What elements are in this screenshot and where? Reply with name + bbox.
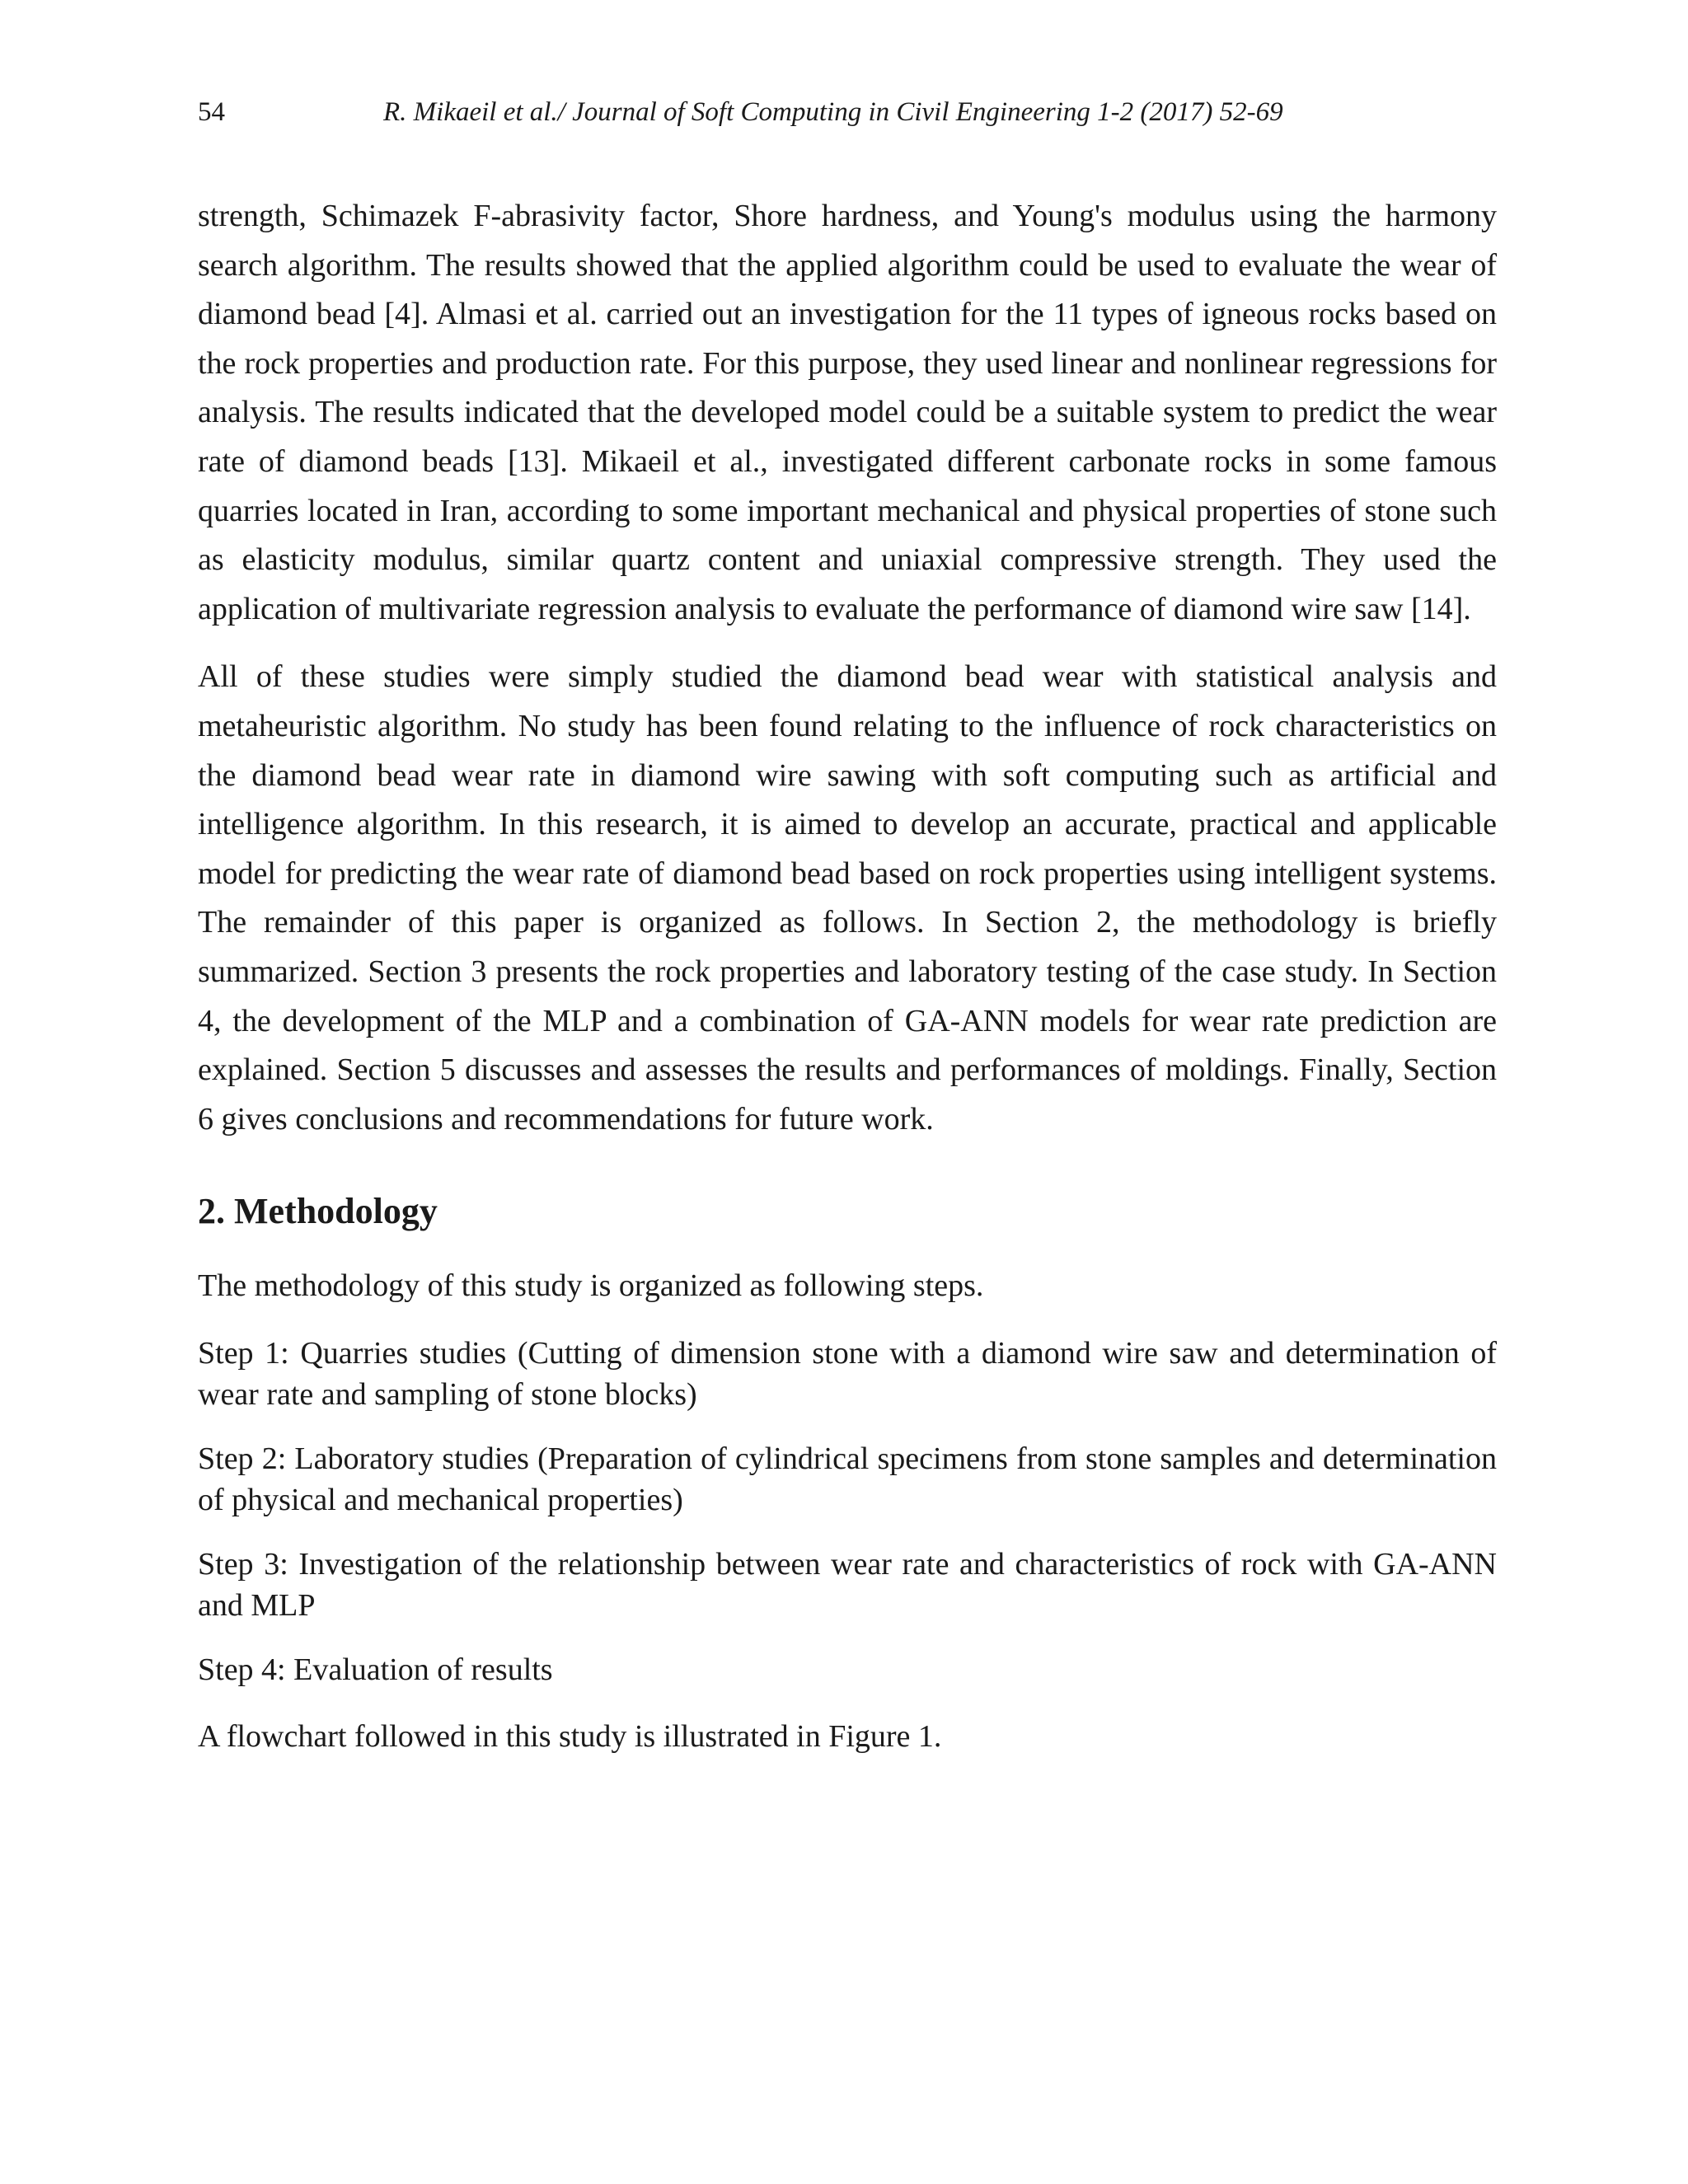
methodology-step-4: Step 4: Evaluation of results [198,1652,553,1688]
page-body [198,192,1497,1761]
page-number: 54 [198,97,225,127]
methodology-intro: The methodology of this study is organized as following steps. [198,1268,984,1304]
page-header [198,97,1497,138]
methodology-step-3: Step 3: Investigation of the relationship between wear rate and characteristics of rock with GA-ANN and MLP [198,1547,1497,1624]
methodology-step-2: Step 2: Laboratory studies (Preparation of cylindrical specimens from stone samples and determination of physical and mechanical properties) [198,1441,1497,1518]
running-title: R. Mikaeil et al./ Journal of Soft Computing in Civil Engineering 1-2 (2017) 52-69 [383,97,1283,127]
figure-reference-sentence: A flowchart followed in this study is illustrated in Figure 1. [198,1719,942,1755]
section-heading: 2. Methodology [198,1191,438,1232]
body-paragraph-2: All of these studies were simply studied the diamond bead wear with statistical analysis and metaheuristic algorithm. No study has been found relating to the influence of rock characteristics on the diamond bead wear rate in diamond wire sawing with soft computing such as artificial and intelligence algorithm. In this research, it is aimed to develop an accurate, practical and applicable model for predicting the wear rate of diamond bead based on rock properties using intelligent systems. The remainder of this paper is organized as follows. In Section 2, the methodology is briefly summarized. Section 3 presents the rock properties and laboratory testing of the case study. In Section 4, the development of the MLP and a combination of GA-ANN models for wear rate prediction are explained. Section 5 discusses and assesses the results and performances of moldings. Finally, Section 6 gives conclusions and recommendations for future work. [198,659,1497,1137]
body-paragraph-1: strength, Schimazek F-abrasivity factor, Shore hardness, and Young's modulus using the harmony search algorithm. The results showed that the applied algorithm could be used to evaluate the wear of diamond bead [4]. Almasi et al. carried out an investigation for the 11 types of igneous rocks based on the rock properties and production rate. For this purpose, they used linear and nonlinear regressions for analysis. The results indicated that the developed model could be a suitable system to predict the wear rate of diamond beads [13]. Mikaeil et al., investigated different carbonate rocks in some famous quarries located in Iran, according to some important mechanical and physical properties of stone such as elasticity modulus, similar quartz content and uniaxial compressive strength. They used the application of multivariate regression analysis to evaluate the performance of diamond wire saw [14]. [198,199,1497,626]
methodology-step-1: Step 1: Quarries studies (Cutting of dimension stone with a diamond wire saw and determination of wear rate and sampling of stone blocks) [198,1336,1497,1413]
